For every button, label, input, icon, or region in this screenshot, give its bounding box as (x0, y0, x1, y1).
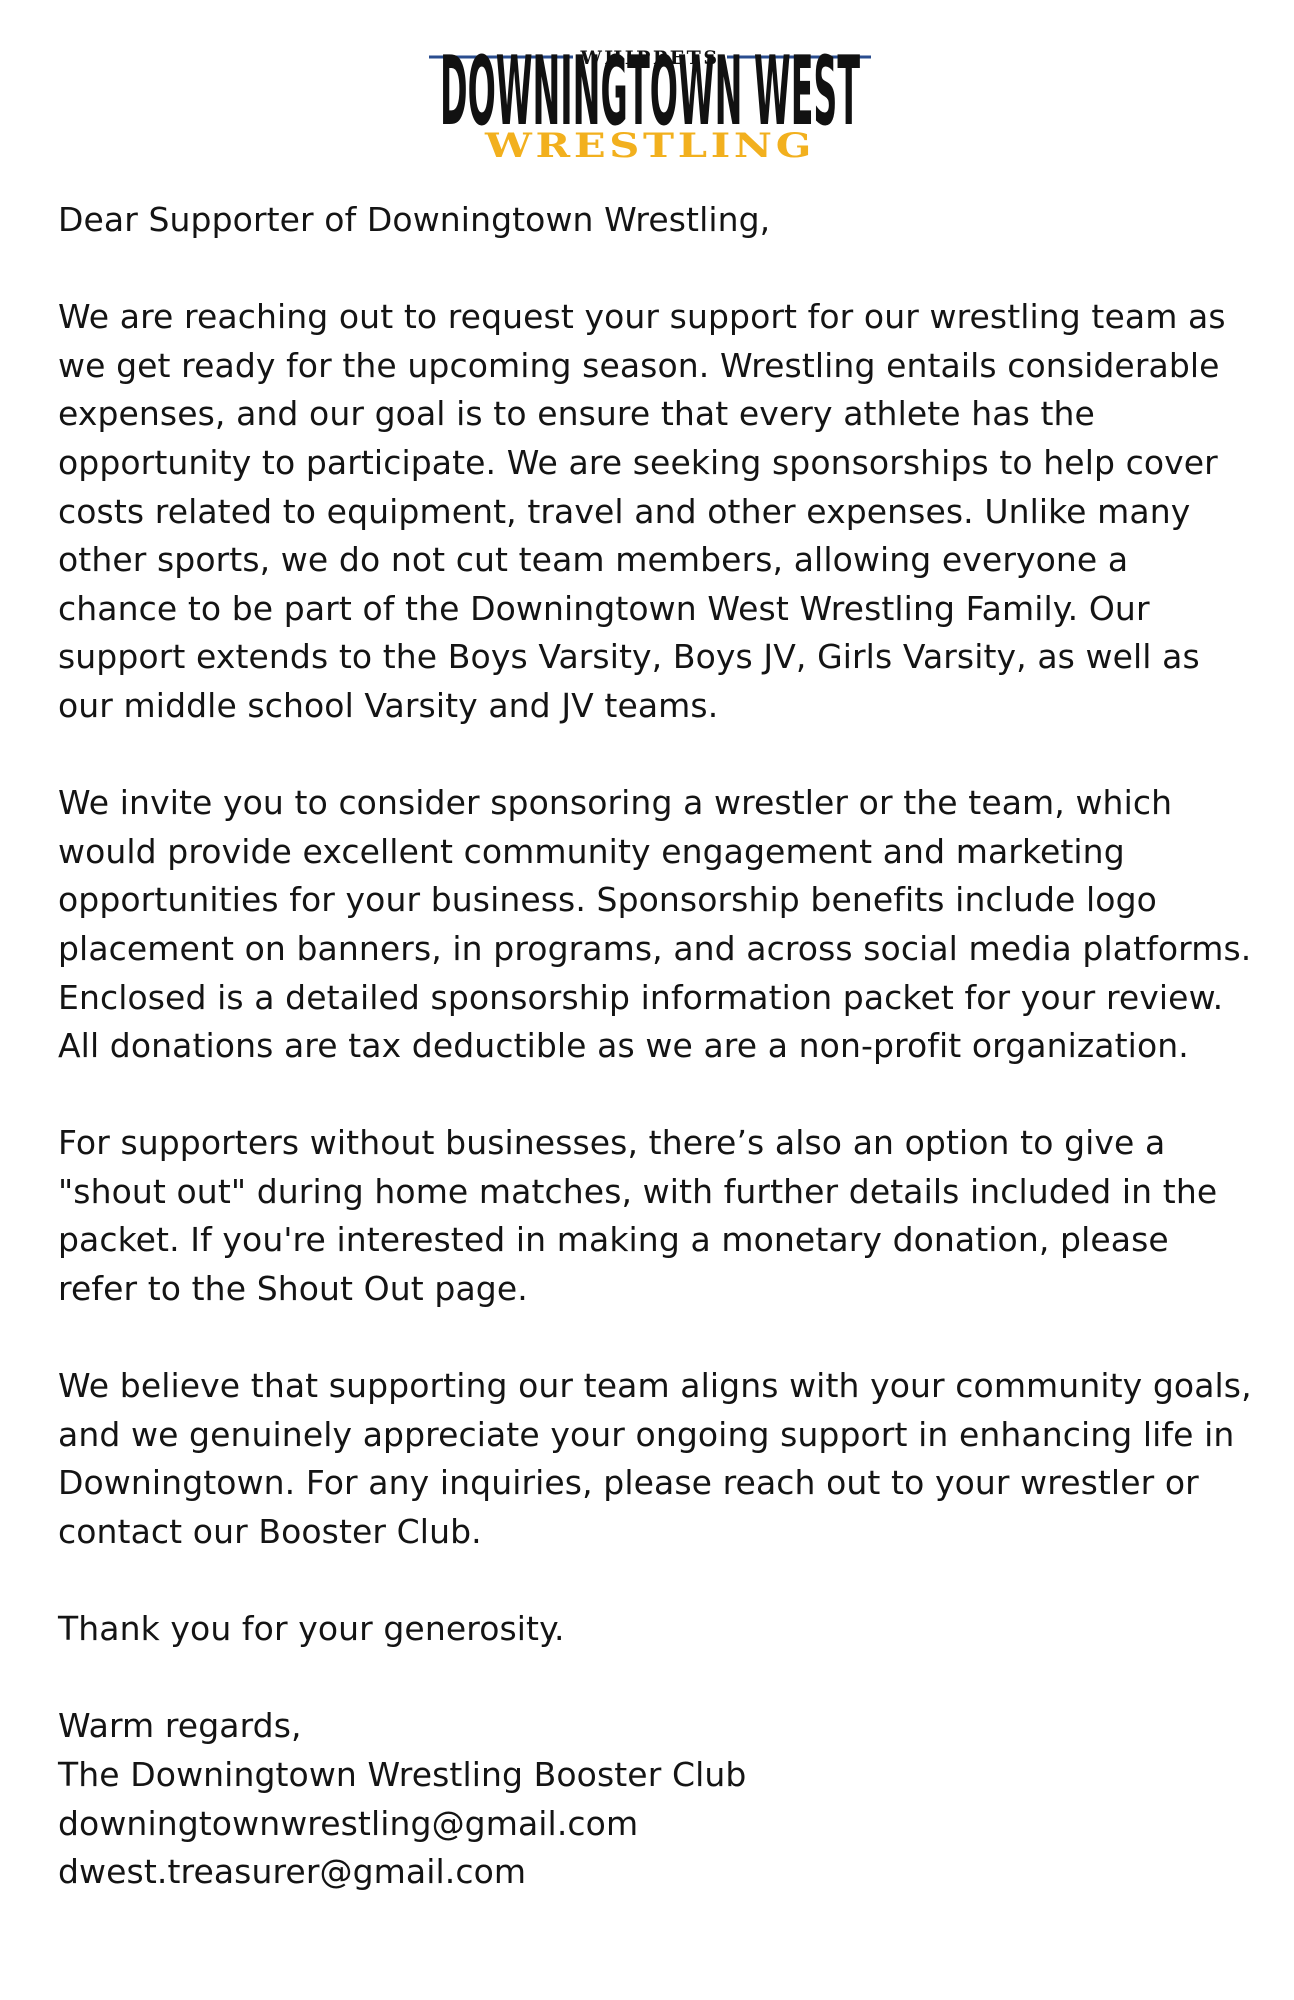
closing: Warm regards, (58, 1706, 302, 1746)
signature-block (58, 1702, 1258, 1896)
downingtown-west-wrestling-logo-image (425, 44, 875, 164)
logo-top-text: WHIPPETS (580, 47, 720, 69)
logo-sub-text: WRESTLING (483, 126, 815, 164)
paragraph-sponsorship: We invite you to consider sponsoring a wrestler or the team, which would provide excellent community engagement and marketing opportunities for your business. Sponsorship benefits include logo placement on banners, in programs, and across social media platforms. Enclosed is a detailed sponsorship information packet for your review. All donations are tax deductible as we are a non-profit organization. (58, 783, 1252, 1066)
email-treasurer: dwest.treasurer@gmail.com (58, 1852, 527, 1892)
signature: The Downingtown Wrestling Booster Club (58, 1755, 747, 1794)
team-logo (425, 44, 875, 164)
paragraph-shout-out: For supporters without businesses, there’s also an option to give a "shout out" during home matches, with further details included in the packet. If you're interested in making a monetary donation, please refer to the Shout Out page. (58, 1123, 1218, 1309)
salutation: Dear Supporter of Downingtown Wrestling, (58, 200, 771, 239)
email-primary: downingtownwrestling@gmail.com (58, 1803, 639, 1843)
thanks-line: Thank you for your generosity. (58, 1609, 565, 1649)
letter-body (58, 196, 1258, 1897)
paragraph-community: We believe that supporting our team aligns with your community goals, and we genuinely appreciate your ongoing support in enhancing life in Downingtown. For any inquiries, please reach out to your wrestler or contact our Booster Club. (58, 1366, 1252, 1552)
logo-main-text: DOWNINGTOWN WEST (440, 44, 861, 147)
paragraph-intro: We are reaching out to request your support for our wrestling team as we get ready for the upcoming season. Wrestling entails considerable expenses, and our goal is to ensure that every athlete has the opportunity to participate. We are seeking sponsorships to help cover costs related to equipment, travel and other expenses. Unlike many other sports, we do not cut team members, allowing everyone a chance to be part of the Downingtown West Wrestling Family. Our support extends to the Boys Varsity, Boys JV, Girls Varsity, as well as our middle school Varsity and JV teams. (58, 297, 1226, 725)
